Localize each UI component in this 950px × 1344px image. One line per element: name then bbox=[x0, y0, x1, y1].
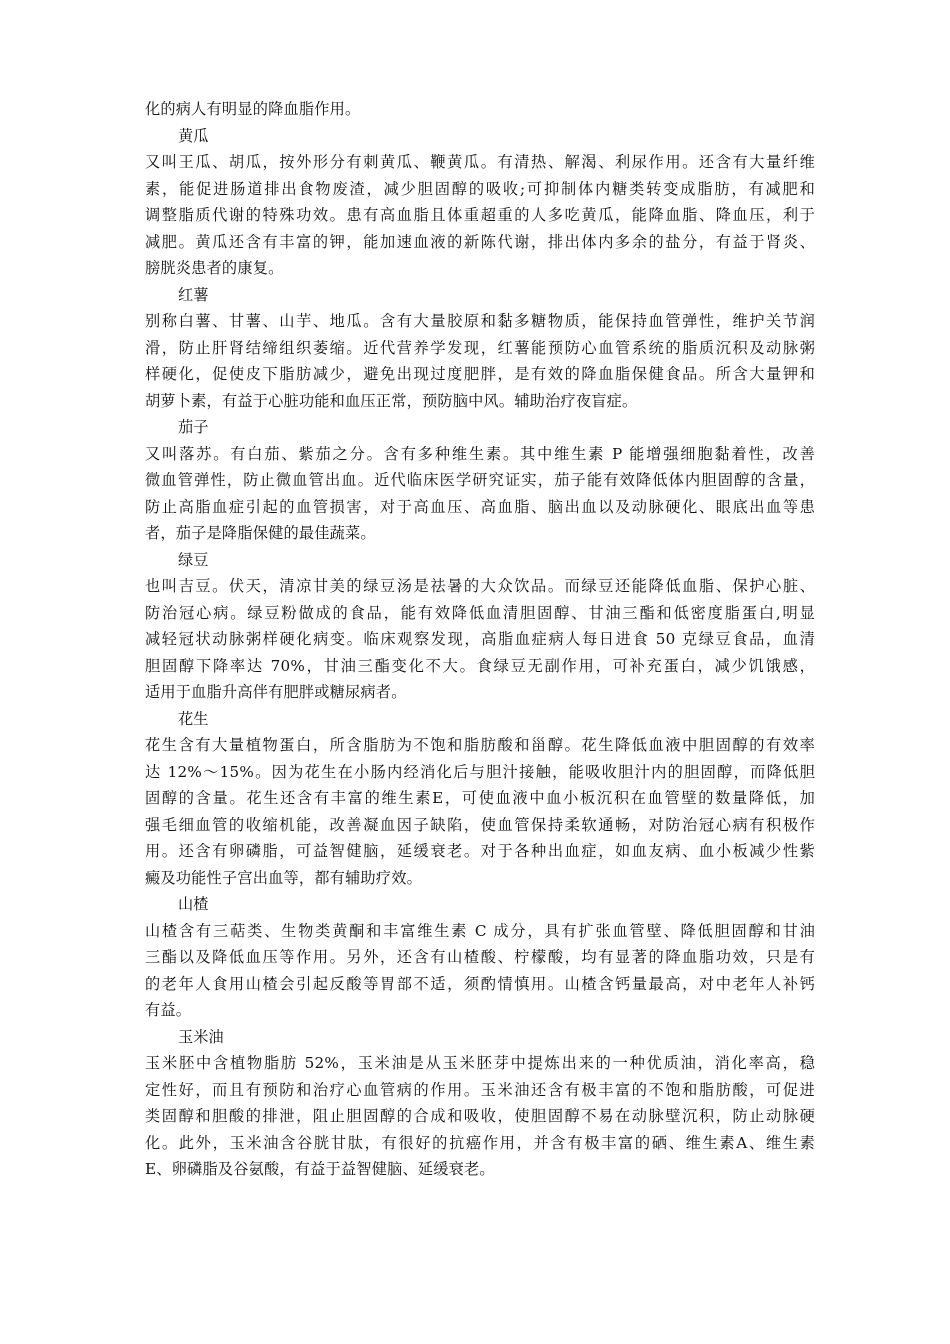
paragraph-line: 样硬化，促使皮下脂肪减少，避免出现过度肥胖，是有效的降血脂保健食品。所含大量钾和 bbox=[145, 365, 815, 383]
section-heading: 绿豆 bbox=[178, 550, 209, 569]
paragraph-line: 胡萝卜素，有益于心脏功能和血压正常，预防脑中风。辅助治疗夜盲症。 bbox=[145, 391, 638, 410]
paragraph-line: E、卵磷脂及谷氨酸，有益于益智健脑、延缓衰老。 bbox=[145, 1160, 495, 1178]
paragraph-line: 胆固醇下降率达 70%，甘油三酯变化不大。食绿豆无副作用，可补充蛋白，减少饥饿感， bbox=[145, 656, 815, 675]
paragraph-line: 定性好，而且有预防和治疗心血管病的作用。玉米油还含有极丰富的不饱和脂肪酸，可促进 bbox=[145, 1080, 815, 1099]
paragraph-line: 类固醇和胆酸的排泄，阻止胆固醇的合成和吸收，使胆固醇不易在动脉壁沉积，防止动脉硬 bbox=[145, 1107, 815, 1125]
paragraph-line: 三酯以及降低血压等作用。另外，还含有山楂酸、柠檬酸，均有显著的降血脂功效，只是有 bbox=[145, 948, 815, 966]
section-heading: 玉米油 bbox=[178, 1027, 224, 1046]
paragraph-line: 强毛细血管的收缩机能，改善凝血因子缺陷，使血管保持柔软通畅，对防治冠心病有积极作 bbox=[145, 815, 815, 834]
section-hawthorn bbox=[145, 891, 815, 1024]
paragraph-line: 的老年人食用山楂会引起反酸等胃部不适，须酌情慎用。山楂含钙量最高，对中老年人补钙 bbox=[145, 974, 815, 993]
paragraph-line: 山楂含有三萜类、生物类黄酮和丰富维生素 C 成分，具有扩张血管壁、降低胆固醇和甘油 bbox=[145, 921, 815, 940]
section-heading: 红薯 bbox=[178, 285, 209, 304]
section-mung-bean bbox=[145, 547, 815, 706]
paragraph-line: 膀胱炎患者的康复。 bbox=[145, 259, 284, 277]
paragraph-line: 别称白薯、甘薯、山芋、地瓜。含有大量胶原和黏多糖物质，能保持血管弹性，维护关节润 bbox=[145, 312, 815, 330]
paragraph-line: 用。还含有卵磷脂，可益智健脑，延缓衰老。对于各种出血症，如血友病、血小板减少性紫 bbox=[145, 842, 815, 860]
section-heading: 茄子 bbox=[178, 418, 209, 436]
paragraph-line: 化。此外，玉米油含谷胱甘肽，有很好的抗癌作用，并含有极丰富的硒、维生素A、维生素 bbox=[145, 1133, 815, 1152]
paragraph-line: 调整脂质代谢的特殊功效。患有高血脂且体重超重的人多吃黄瓜，能降血脂、降血压，利于 bbox=[145, 206, 815, 224]
section-cucumber bbox=[145, 123, 815, 282]
intro-paragraph bbox=[145, 96, 815, 123]
paragraph-line: 减轻冠状动脉粥样硬化病变。临床观察发现，高脂血症病人每日进食 50 克绿豆食品，血清 bbox=[145, 630, 815, 648]
paragraph-line: 防治冠心病。绿豆粉做成的食品，能有效降低血清胆固醇、甘油三酯和低密度脂蛋白,明显 bbox=[145, 603, 815, 622]
paragraph-line: 适用于血脂升高伴有肥胖或糖尿病者。 bbox=[145, 683, 407, 701]
paragraph-line: 又叫落苏。有白茄、紫茄之分。含有多种维生素。其中维生素 P 能增强细胞黏着性，改善 bbox=[145, 444, 815, 463]
document-page bbox=[145, 96, 815, 1183]
paragraph-line: 达 12%～15%。因为花生在小肠内经消化后与胆汁接触，能吸收胆汁内的胆固醇，而降低胆 bbox=[145, 762, 815, 781]
section-heading: 花生 bbox=[178, 709, 209, 728]
section-corn-oil bbox=[145, 1024, 815, 1183]
section-heading: 黄瓜 bbox=[178, 126, 209, 145]
paragraph-line: 又叫王瓜、胡瓜，按外形分有刺黄瓜、鞭黄瓜。有清热、解渴、利尿作用。还含有大量纤维 bbox=[145, 153, 815, 171]
paragraph-line: 癜及功能性子宫出血等，都有辅助疗效。 bbox=[145, 868, 422, 887]
paragraph-line: 也叫吉豆。伏天，清凉甘美的绿豆汤是祛暑的大众饮品。而绿豆还能降低血脂、保护心脏、 bbox=[145, 577, 815, 595]
paragraph-line: 化的病人有明显的降血脂作用。 bbox=[145, 100, 361, 118]
section-heading: 山楂 bbox=[178, 895, 209, 913]
paragraph-line: 防止高脂血症引起的血管损害，对于高血压、高血脂、脑出血以及动脉硬化、眼底出血等患 bbox=[145, 497, 815, 516]
paragraph-line: 微血管弹性，防止微血管出血。近代临床医学研究证实，茄子能有效降低体内胆固醇的含量， bbox=[145, 471, 815, 489]
paragraph-line: 素，能促进肠道排出食物废渣，减少胆固醇的吸收;可抑制体内糖类转变成脂肪，有减肥和 bbox=[145, 179, 815, 198]
section-sweet-potato bbox=[145, 282, 815, 415]
section-peanut bbox=[145, 706, 815, 892]
paragraph-line: 花生含有大量植物蛋白，所含脂肪为不饱和脂肪酸和甾醇。花生降低血液中胆固醇的有效率 bbox=[145, 736, 815, 754]
section-eggplant bbox=[145, 414, 815, 547]
paragraph-line: 滑，防止肝肾结缔组织萎缩。近代营养学发现，红薯能预防心血管系统的脂质沉积及动脉粥 bbox=[145, 338, 815, 357]
paragraph-line: 玉米胚中含植物脂肪 52%，玉米油是从玉米胚芽中提炼出来的一种优质油，消化率高，稳 bbox=[145, 1054, 815, 1072]
paragraph-line: 减肥。黄瓜还含有丰富的钾，能加速血液的新陈代谢，排出体内多余的盐分，有益于肾炎、 bbox=[145, 232, 815, 251]
paragraph-line: 有益。 bbox=[145, 1001, 192, 1019]
paragraph-line: 者，茄子是降脂保健的最佳蔬菜。 bbox=[145, 524, 376, 542]
paragraph-line: 固醇的含量。花生还含有丰富的维生素E，可使血液中血小板沉积在血管壁的数量降低，加 bbox=[145, 789, 815, 807]
